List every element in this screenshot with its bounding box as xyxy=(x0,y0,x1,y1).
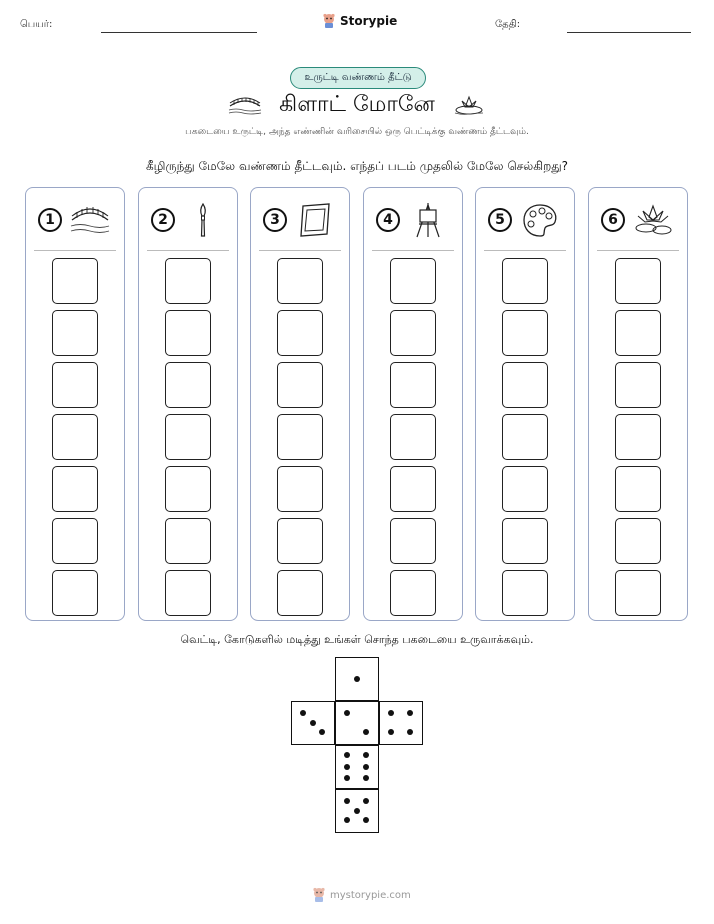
dice-pip xyxy=(344,764,350,770)
color-box[interactable] xyxy=(615,570,661,616)
storypie-mascot-icon xyxy=(322,13,336,29)
color-box[interactable] xyxy=(52,414,98,460)
color-box[interactable] xyxy=(390,258,436,304)
dice-pip xyxy=(344,775,350,781)
column-divider xyxy=(147,250,229,251)
color-box[interactable] xyxy=(52,570,98,616)
color-box[interactable] xyxy=(615,362,661,408)
color-box[interactable] xyxy=(165,310,211,356)
column-5 xyxy=(475,187,575,621)
column-2 xyxy=(138,187,238,621)
column-number: 6 xyxy=(601,208,625,232)
dice-pip xyxy=(319,729,325,735)
color-box[interactable] xyxy=(390,310,436,356)
dice-face-2 xyxy=(335,701,379,745)
dice-pip xyxy=(310,720,316,726)
color-box[interactable] xyxy=(390,518,436,564)
column-divider xyxy=(34,250,116,251)
color-box[interactable] xyxy=(277,414,323,460)
dice-pip xyxy=(354,676,360,682)
color-box[interactable] xyxy=(502,258,548,304)
dice-face-5 xyxy=(335,789,379,833)
dice-face-1 xyxy=(335,657,379,701)
brand-name: Storypie xyxy=(340,14,398,28)
color-box[interactable] xyxy=(52,362,98,408)
brand-logo xyxy=(322,13,397,29)
dice-pip xyxy=(363,798,369,804)
color-box[interactable] xyxy=(165,518,211,564)
dice-pip xyxy=(344,798,350,804)
color-box[interactable] xyxy=(277,310,323,356)
color-box[interactable] xyxy=(277,258,323,304)
question: கீழிருந்து மேலே வண்ணம் தீட்டவும். எந்தப் படம் முதலில் மேலே செல்கிறது? xyxy=(145,159,569,173)
color-box[interactable] xyxy=(165,258,211,304)
column-number: 2 xyxy=(151,208,175,232)
footer xyxy=(312,887,411,903)
color-box[interactable] xyxy=(277,362,323,408)
color-box[interactable] xyxy=(277,466,323,512)
column-1 xyxy=(25,187,125,621)
frame-icon xyxy=(295,202,335,238)
color-box[interactable] xyxy=(502,570,548,616)
color-box[interactable] xyxy=(502,466,548,512)
date-label: தேதி: xyxy=(495,19,521,30)
column-divider xyxy=(259,250,341,251)
dice-pip xyxy=(363,817,369,823)
color-box[interactable] xyxy=(390,362,436,408)
footer-url: mystorypie.com xyxy=(330,889,411,901)
color-box[interactable] xyxy=(52,518,98,564)
color-box[interactable] xyxy=(615,414,661,460)
color-box[interactable] xyxy=(502,362,548,408)
dice-pip xyxy=(363,729,369,735)
dice-pip xyxy=(300,710,306,716)
column-3 xyxy=(250,187,350,621)
dice-pip xyxy=(388,710,394,716)
dice-pip xyxy=(407,729,413,735)
storypie-mascot-icon xyxy=(312,887,326,903)
name-line[interactable] xyxy=(101,32,257,33)
bridge-icon xyxy=(70,202,110,238)
dice-face-4 xyxy=(379,701,423,745)
column-divider xyxy=(372,250,454,251)
activity-pill: உருட்டி வண்ணம் தீட்டு xyxy=(290,67,426,89)
color-box[interactable] xyxy=(165,570,211,616)
dice-instruction: வெட்டி, கோடுகளில் மடித்து உங்கள் சொந்த பகடையை உருவாக்கவும். xyxy=(180,633,534,646)
color-box[interactable] xyxy=(277,518,323,564)
column-6 xyxy=(588,187,688,621)
column-number: 5 xyxy=(488,208,512,232)
dice-pip xyxy=(363,764,369,770)
column-number: 3 xyxy=(263,208,287,232)
color-box[interactable] xyxy=(615,518,661,564)
color-box[interactable] xyxy=(390,466,436,512)
color-box[interactable] xyxy=(390,414,436,460)
dice-pip xyxy=(344,710,350,716)
column-number: 1 xyxy=(38,208,62,232)
color-box[interactable] xyxy=(277,570,323,616)
water-lily-icon xyxy=(633,202,673,238)
color-box[interactable] xyxy=(502,414,548,460)
palette-icon xyxy=(520,202,560,238)
column-divider xyxy=(484,250,566,251)
dice-pip xyxy=(344,817,350,823)
color-box[interactable] xyxy=(165,362,211,408)
subtitle: பகடையை உருட்டி, அந்த எண்ணின் வரிசையில் ஒரு பெட்டிக்கு வண்ணம் தீட்டவும். xyxy=(185,127,529,137)
paintbrush-icon xyxy=(183,202,223,238)
dice-pip xyxy=(363,775,369,781)
dice-pip xyxy=(354,808,360,814)
dice-pip xyxy=(407,710,413,716)
color-box[interactable] xyxy=(502,518,548,564)
page-title: கிளாட் மோனே xyxy=(279,92,435,117)
easel-icon xyxy=(408,202,448,238)
dice-pip xyxy=(344,752,350,758)
date-line[interactable] xyxy=(567,32,691,33)
color-box[interactable] xyxy=(615,310,661,356)
column-4 xyxy=(363,187,463,621)
color-box[interactable] xyxy=(165,414,211,460)
color-box[interactable] xyxy=(502,310,548,356)
column-divider xyxy=(597,250,679,251)
dice-face-6 xyxy=(335,745,379,789)
dice-pip xyxy=(388,729,394,735)
color-box[interactable] xyxy=(390,570,436,616)
dice-pip xyxy=(363,752,369,758)
name-label: பெயர்: xyxy=(20,19,53,30)
color-box[interactable] xyxy=(52,310,98,356)
color-box[interactable] xyxy=(615,466,661,512)
color-box[interactable] xyxy=(165,466,211,512)
color-box[interactable] xyxy=(615,258,661,304)
dice-face-3 xyxy=(291,701,335,745)
column-number: 4 xyxy=(376,208,400,232)
color-box[interactable] xyxy=(52,258,98,304)
water-lily-icon xyxy=(452,93,486,117)
color-box[interactable] xyxy=(52,466,98,512)
